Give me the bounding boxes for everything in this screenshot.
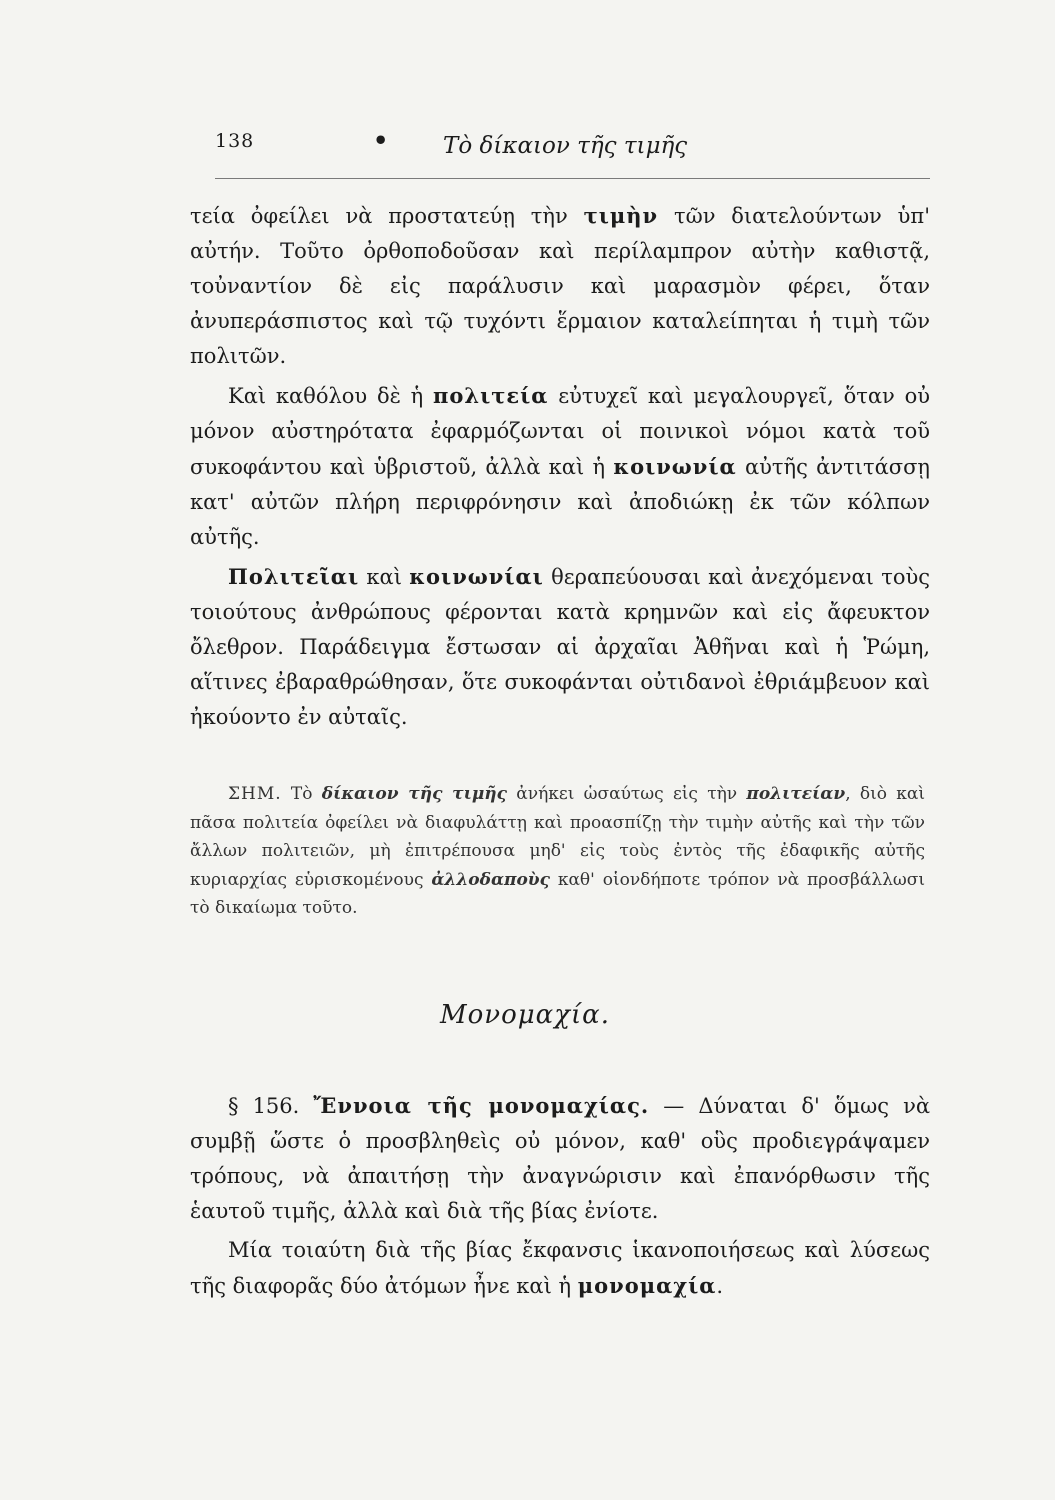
section-text — [190, 1088, 930, 1308]
paragraph-2 — [190, 378, 930, 555]
note-text-e: , διὸ καὶ πᾶσα πολιτεία ὀφείλει νὰ διαφυλάττῃ καὶ προασπίζῃ τὴν τιμὴν αὐτῆς καὶ τὴν τῶν ἄλλων πολιτειῶν, μὴ ἐπιτρέπουσα μηδ' εἰς τοὺς ἐντὸς τῆς ἐδαφικῆς αὐτῆς κυριαρχίας εὑρισκομένους — [190, 784, 926, 890]
paragraph-1 — [190, 198, 930, 374]
main-text — [190, 198, 930, 739]
paragraph-2-text-e: αὐτῆς ἀντιτάσσῃ κατ' αὐτῶν πλήρη περιφρόνησιν καὶ ἀποδιώκῃ ἐκ τῶν κόλπων αὐτῆς. — [190, 455, 930, 549]
header-dot: • — [373, 126, 389, 155]
emphasis-monomachia: μονομαχία — [577, 1273, 717, 1298]
note-lead: ΣΗΜ. — [228, 784, 282, 804]
paragraph-3-text-b: καὶ — [359, 565, 410, 589]
note-emphasis-allodapous: ἀλλοδαποὺς — [431, 869, 550, 890]
page-header — [215, 128, 930, 179]
page-number: 138 — [215, 130, 255, 152]
note-text-g: καθ' οἱονδήποτε τρόπον νὰ προσβάλλωσι τὸ δικαίωμα τοῦτο. — [190, 869, 925, 918]
note-text-a: Τὸ — [281, 784, 322, 804]
section-number: § 156. — [228, 1094, 314, 1118]
note-emphasis-politeian: πολιτείαν — [746, 784, 846, 804]
emphasis-politeiai: Πολιτεῖαι — [228, 564, 360, 589]
paragraph-2-text-a: Καὶ καθόλου δὲ ἡ — [228, 384, 433, 408]
running-title: Τὸ δίκαιον τῆς τιμῆς — [443, 133, 688, 159]
paragraph-5 — [190, 1233, 930, 1304]
paragraph-1-text-c: τῶν διατελούντων ὑπ' αὐτήν. Τοῦτο ὀρθοποδοῦσαν καὶ περίλαμπρον αὐτὴν καθιστᾷ, τοὐναντίον δὲ εἰς παράλυσιν καὶ μαρασμὸν φέρει, ὅταν ἀνυπεράσπιστος καὶ τῷ τυχόντι ἕρμαιον καταλείπηται ἡ τιμὴ τῶν πολιτῶν. — [190, 204, 930, 368]
paragraph-2-text-c: εὐτυχεῖ καὶ μεγαλουργεῖ, ὅταν οὐ μόνον αὐστηρότατα ἐφαρμόζωνται οἱ ποινικοὶ νόμοι κατὰ τοῦ συκοφάντου καὶ ὑβριστοῦ, ἀλλὰ καὶ ἡ — [190, 384, 930, 479]
paragraph-5-text-c: . — [716, 1274, 724, 1298]
emphasis-timin: τιμὴν — [583, 203, 659, 228]
emphasis-koinoniai: κοινωνίαι — [409, 564, 544, 589]
paragraph-4 — [190, 1088, 930, 1229]
paragraph-5-text-a: Μία τοιαύτη διὰ τῆς βίας ἔκφανσις ἱκανοποιήσεως καὶ λύσεως τῆς διαφορᾶς δύο ἀτόμων ἦνε καὶ ἡ — [190, 1238, 930, 1298]
paragraph-3 — [190, 559, 930, 735]
section-title: Μονομαχία. — [440, 1000, 610, 1030]
emphasis-koinonia: κοινωνία — [613, 454, 737, 479]
paragraph-1-text-a: τεία ὀφείλει νὰ προστατεύῃ τὴν — [190, 204, 584, 228]
paragraph-3-text-d: θεραπεύουσαι καὶ ἀνεχόμεναι τοὺς τοιούτους ἀνθρώπους φέρονται κατὰ κρημνῶν καὶ εἰς ἄφευκτον ὄλεθρον. Παράδειγμα ἔστωσαν αἱ ἀρχαῖαι Ἀθῆναι καὶ ἡ Ῥώμη, αἵτινες ἐβαραθρώθησαν, ὅτε συκοφάνται οὐτιδανοὶ ἐθριάμβευον καὶ ἠκούοντο ἐν αὐταῖς. — [190, 565, 930, 729]
paragraph-4-text-c: — Δύναται δ' ὅμως νὰ συμβῇ ὥστε ὁ προσβληθεὶς οὐ μόνον, καθ' οὓς προδιεγράψαμεν τρόπους, νὰ ἀπαιτήσῃ τὴν ἀναγνώρισιν καὶ ἐπανόρθωσιν τῆς ἑαυτοῦ τιμῆς, ἀλλὰ καὶ διὰ τῆς βίας ἐνίοτε. — [190, 1094, 931, 1223]
emphasis-politeia: πολιτεία — [432, 383, 549, 408]
footnote-sim — [190, 780, 925, 923]
note-emphasis-dikaion: δίκαιον τῆς τιμῆς — [321, 784, 508, 804]
section-subheading: Ἔννοια τῆς μονομαχίας. — [313, 1093, 650, 1118]
note-text-c: ἀνήκει ὡσαύτως εἰς τὴν — [507, 784, 747, 804]
